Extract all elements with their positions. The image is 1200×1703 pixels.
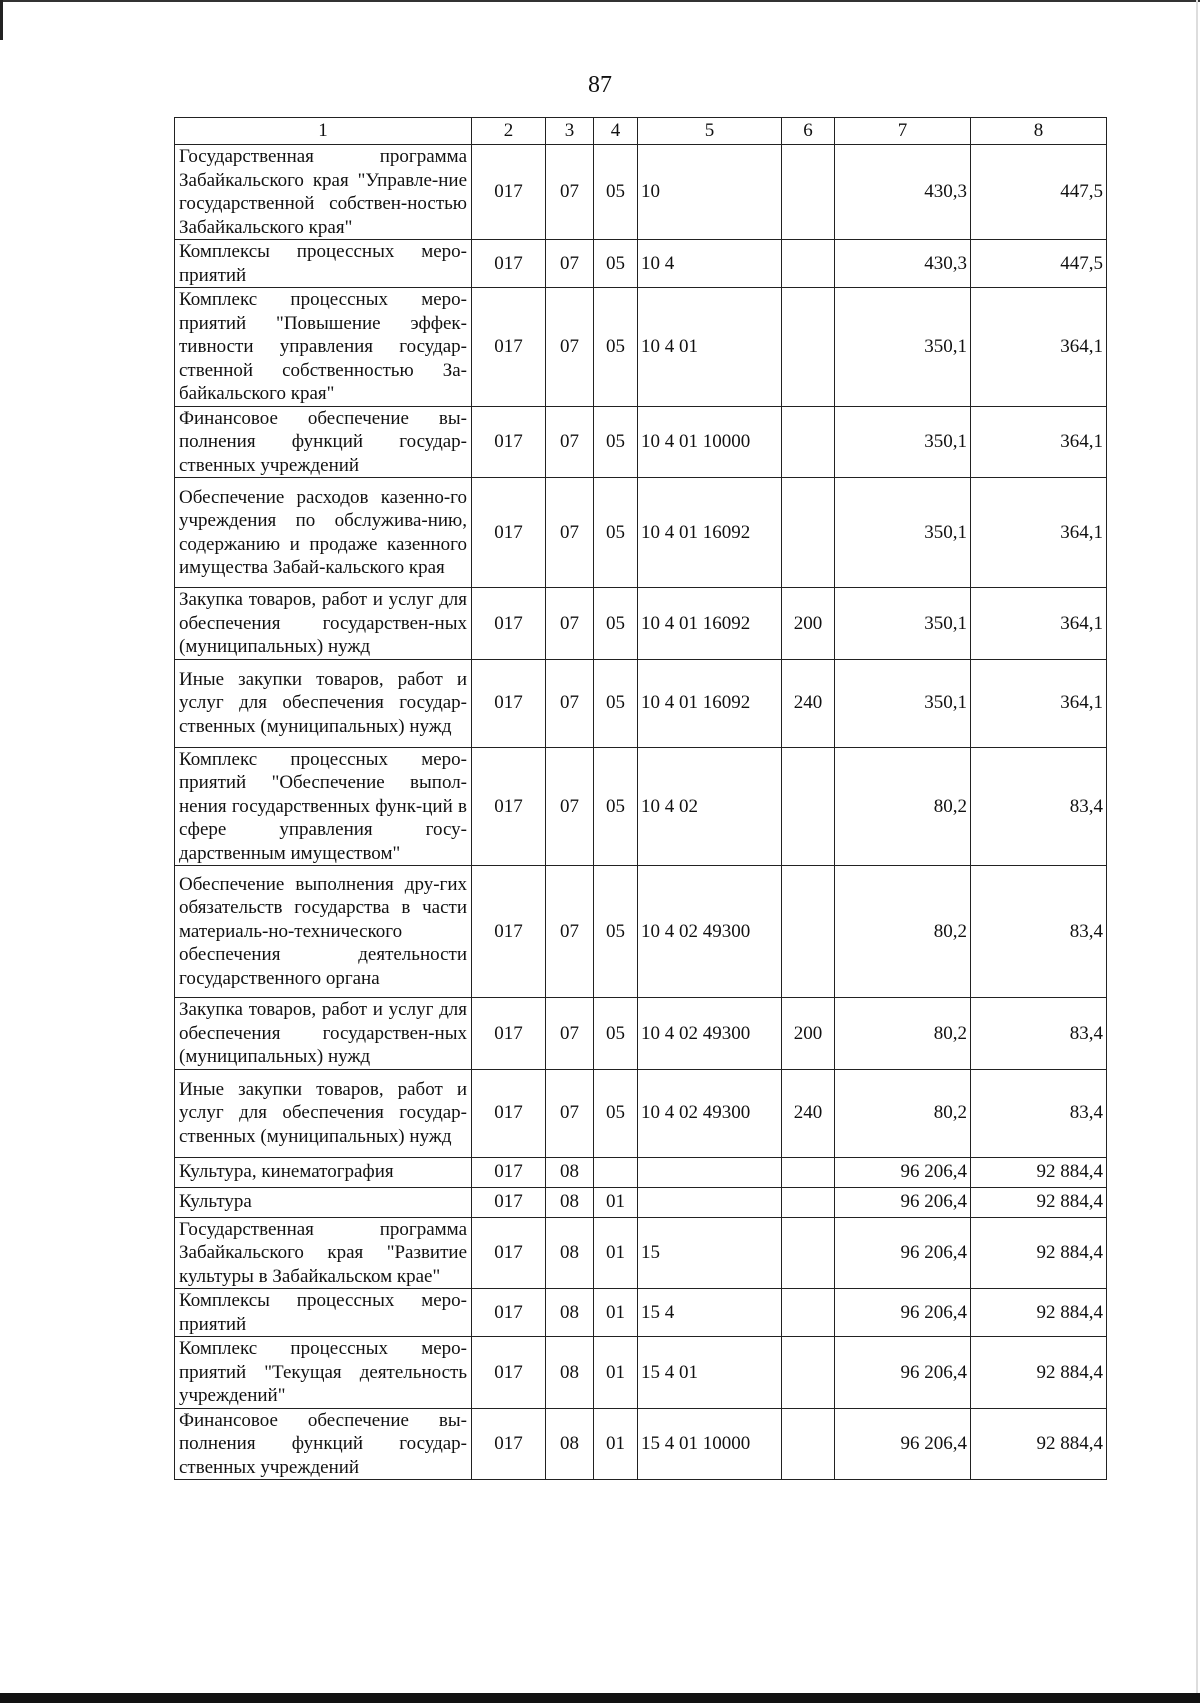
column-header-3: 3 (546, 118, 594, 145)
target-article-cell: 10 4 02 49300 (638, 866, 782, 998)
column-header-5: 5 (638, 118, 782, 145)
section-cell: 08 (546, 1187, 594, 1217)
subsection-cell: 01 (594, 1187, 638, 1217)
row-name-cell: Иные закупки товаров, работ и услуг для обеспечения государ-ственных (муниципальных) нужд (175, 1069, 472, 1157)
expense-type-cell (782, 747, 835, 866)
table-row (175, 588, 1107, 660)
table-row (175, 998, 1107, 1070)
section-cell: 07 (546, 478, 594, 588)
target-article-cell: 10 4 01 (638, 288, 782, 407)
amount-year2-cell: 83,4 (971, 747, 1107, 866)
scan-edge-right (1196, 0, 1198, 1703)
target-article-cell: 10 4 01 10000 (638, 406, 782, 478)
amount-year1-cell: 430,3 (835, 240, 971, 288)
section-cell: 07 (546, 747, 594, 866)
column-header-2: 2 (472, 118, 546, 145)
subsection-cell: 05 (594, 288, 638, 407)
expense-type-cell (782, 1289, 835, 1337)
expense-type-cell: 240 (782, 659, 835, 747)
subsection-cell: 05 (594, 406, 638, 478)
admin-code-cell: 017 (472, 406, 546, 478)
table-row (175, 866, 1107, 998)
target-article-cell: 15 4 (638, 1289, 782, 1337)
admin-code-cell: 017 (472, 1289, 546, 1337)
table-row (175, 288, 1107, 407)
amount-year1-cell: 350,1 (835, 406, 971, 478)
expense-type-cell: 240 (782, 1069, 835, 1157)
page-number: 87 (588, 72, 612, 98)
section-cell: 07 (546, 406, 594, 478)
admin-code-cell: 017 (472, 1187, 546, 1217)
table-row (175, 240, 1107, 288)
section-cell: 07 (546, 588, 594, 660)
subsection-cell: 01 (594, 1337, 638, 1409)
expense-type-cell (782, 288, 835, 407)
table-row (175, 747, 1107, 866)
table-row (175, 1408, 1107, 1480)
row-name-cell: Комплекс процессных меро-приятий "Повышение эффек-тивности управления государ-ственной собственностью За-байкальского края" (175, 288, 472, 407)
section-cell: 07 (546, 288, 594, 407)
amount-year1-cell: 350,1 (835, 478, 971, 588)
table-row (175, 1289, 1107, 1337)
amount-year1-cell: 80,2 (835, 866, 971, 998)
expense-type-cell (782, 1217, 835, 1289)
row-name-cell: Закупка товаров, работ и услуг для обеспечения государствен-ных (муниципальных) нужд (175, 998, 472, 1070)
subsection-cell: 01 (594, 1408, 638, 1480)
amount-year2-cell: 447,5 (971, 145, 1107, 240)
amount-year1-cell: 96 206,4 (835, 1187, 971, 1217)
table-row (175, 1157, 1107, 1187)
expense-type-cell (782, 1187, 835, 1217)
target-article-cell: 10 4 02 49300 (638, 998, 782, 1070)
target-article-cell: 15 (638, 1217, 782, 1289)
row-name-cell: Закупка товаров, работ и услуг для обеспечения государствен-ных (муниципальных) нужд (175, 588, 472, 660)
target-article-cell: 15 4 01 (638, 1337, 782, 1409)
admin-code-cell: 017 (472, 1408, 546, 1480)
admin-code-cell: 017 (472, 1157, 546, 1187)
amount-year2-cell: 83,4 (971, 866, 1107, 998)
amount-year1-cell: 96 206,4 (835, 1289, 971, 1337)
admin-code-cell: 017 (472, 1217, 546, 1289)
admin-code-cell: 017 (472, 659, 546, 747)
section-cell: 08 (546, 1408, 594, 1480)
amount-year2-cell: 92 884,4 (971, 1337, 1107, 1409)
table-row (175, 1217, 1107, 1289)
admin-code-cell: 017 (472, 288, 546, 407)
target-article-cell: 10 4 01 16092 (638, 588, 782, 660)
amount-year2-cell: 92 884,4 (971, 1408, 1107, 1480)
target-article-cell: 10 4 02 49300 (638, 1069, 782, 1157)
expense-type-cell: 200 (782, 998, 835, 1070)
section-cell: 08 (546, 1337, 594, 1409)
amount-year2-cell: 92 884,4 (971, 1217, 1107, 1289)
section-cell: 08 (546, 1289, 594, 1337)
subsection-cell: 05 (594, 998, 638, 1070)
subsection-cell: 05 (594, 478, 638, 588)
expense-type-cell (782, 240, 835, 288)
admin-code-cell: 017 (472, 145, 546, 240)
amount-year2-cell: 83,4 (971, 998, 1107, 1070)
row-name-cell: Культура, кинематография (175, 1157, 472, 1187)
scan-edge-left (0, 0, 3, 40)
admin-code-cell: 017 (472, 998, 546, 1070)
expense-type-cell (782, 478, 835, 588)
target-article-cell: 15 4 01 10000 (638, 1408, 782, 1480)
row-name-cell: Государственная программа Забайкальского края "Управле-ние государственной собствен-ностью Забайкальского края" (175, 145, 472, 240)
section-cell: 07 (546, 240, 594, 288)
target-article-cell: 10 4 (638, 240, 782, 288)
row-name-cell: Государственная программа Забайкальского края "Развитие культуры в Забайкальском крае" (175, 1217, 472, 1289)
column-header-8: 8 (971, 118, 1107, 145)
expense-type-cell (782, 406, 835, 478)
expense-type-cell (782, 145, 835, 240)
admin-code-cell: 017 (472, 478, 546, 588)
expense-type-cell (782, 1157, 835, 1187)
amount-year2-cell: 83,4 (971, 1069, 1107, 1157)
target-article-cell (638, 1157, 782, 1187)
target-article-cell: 10 4 02 (638, 747, 782, 866)
amount-year1-cell: 96 206,4 (835, 1408, 971, 1480)
table-row (175, 1187, 1107, 1217)
amount-year2-cell: 92 884,4 (971, 1157, 1107, 1187)
amount-year1-cell: 80,2 (835, 998, 971, 1070)
section-cell: 07 (546, 866, 594, 998)
admin-code-cell: 017 (472, 588, 546, 660)
subsection-cell: 05 (594, 240, 638, 288)
scan-edge-top (0, 0, 1200, 2)
row-name-cell: Комплексы процессных меро-приятий (175, 240, 472, 288)
table-row (175, 659, 1107, 747)
section-cell: 07 (546, 145, 594, 240)
subsection-cell: 05 (594, 866, 638, 998)
column-header-6: 6 (782, 118, 835, 145)
budget-table (174, 117, 1107, 1480)
amount-year2-cell: 364,1 (971, 588, 1107, 660)
section-cell: 08 (546, 1157, 594, 1187)
expense-type-cell (782, 1337, 835, 1409)
table-row (175, 145, 1107, 240)
table-row (175, 1337, 1107, 1409)
row-name-cell: Обеспечение выполнения дру-гих обязательств государства в части материаль-но-технического обеспечения деятельности государственного органа (175, 866, 472, 998)
row-name-cell: Комплекс процессных меро-приятий "Обеспечение выпол-нения государственных функ-ций в сфере управления госу-дарственным имуществом" (175, 747, 472, 866)
amount-year1-cell: 80,2 (835, 747, 971, 866)
subsection-cell: 05 (594, 659, 638, 747)
admin-code-cell: 017 (472, 747, 546, 866)
subsection-cell: 01 (594, 1217, 638, 1289)
amount-year1-cell: 96 206,4 (835, 1157, 971, 1187)
expense-type-cell (782, 866, 835, 998)
amount-year2-cell: 364,1 (971, 659, 1107, 747)
section-cell: 07 (546, 998, 594, 1070)
amount-year1-cell: 350,1 (835, 659, 971, 747)
admin-code-cell: 017 (472, 1069, 546, 1157)
amount-year2-cell: 364,1 (971, 406, 1107, 478)
section-cell: 08 (546, 1217, 594, 1289)
subsection-cell: 01 (594, 1289, 638, 1337)
amount-year2-cell: 447,5 (971, 240, 1107, 288)
amount-year1-cell: 430,3 (835, 145, 971, 240)
amount-year1-cell: 80,2 (835, 1069, 971, 1157)
row-name-cell: Финансовое обеспечение вы-полнения функций государ-ственных учреждений (175, 406, 472, 478)
row-name-cell: Финансовое обеспечение вы-полнения функций государ-ственных учреждений (175, 1408, 472, 1480)
admin-code-cell: 017 (472, 866, 546, 998)
subsection-cell: 05 (594, 588, 638, 660)
amount-year2-cell: 92 884,4 (971, 1289, 1107, 1337)
table-row (175, 478, 1107, 588)
row-name-cell: Обеспечение расходов казенно-го учреждения по обслужива-нию, содержанию и продаже казенного имущества Забай-кальского края (175, 478, 472, 588)
subsection-cell: 05 (594, 747, 638, 866)
target-article-cell: 10 4 01 16092 (638, 659, 782, 747)
column-header-7: 7 (835, 118, 971, 145)
subsection-cell (594, 1157, 638, 1187)
target-article-cell: 10 (638, 145, 782, 240)
section-cell: 07 (546, 1069, 594, 1157)
subsection-cell: 05 (594, 145, 638, 240)
amount-year1-cell: 350,1 (835, 288, 971, 407)
row-name-cell: Культура (175, 1187, 472, 1217)
subsection-cell: 05 (594, 1069, 638, 1157)
row-name-cell: Комплекс процессных меро-приятий "Текущая деятельность учреждений" (175, 1337, 472, 1409)
target-article-cell: 10 4 01 16092 (638, 478, 782, 588)
target-article-cell (638, 1187, 782, 1217)
amount-year2-cell: 364,1 (971, 478, 1107, 588)
expense-type-cell (782, 1408, 835, 1480)
scan-edge-bottom (0, 1693, 1200, 1703)
table-row (175, 406, 1107, 478)
table-header-row (175, 118, 1107, 145)
table-row (175, 1069, 1107, 1157)
row-name-cell: Иные закупки товаров, работ и услуг для обеспечения государ-ственных (муниципальных) нужд (175, 659, 472, 747)
expense-type-cell: 200 (782, 588, 835, 660)
section-cell: 07 (546, 659, 594, 747)
amount-year1-cell: 96 206,4 (835, 1337, 971, 1409)
column-header-4: 4 (594, 118, 638, 145)
admin-code-cell: 017 (472, 240, 546, 288)
column-header-1: 1 (175, 118, 472, 145)
amount-year2-cell: 92 884,4 (971, 1187, 1107, 1217)
row-name-cell: Комплексы процессных меро-приятий (175, 1289, 472, 1337)
amount-year1-cell: 96 206,4 (835, 1217, 971, 1289)
amount-year2-cell: 364,1 (971, 288, 1107, 407)
admin-code-cell: 017 (472, 1337, 546, 1409)
amount-year1-cell: 350,1 (835, 588, 971, 660)
